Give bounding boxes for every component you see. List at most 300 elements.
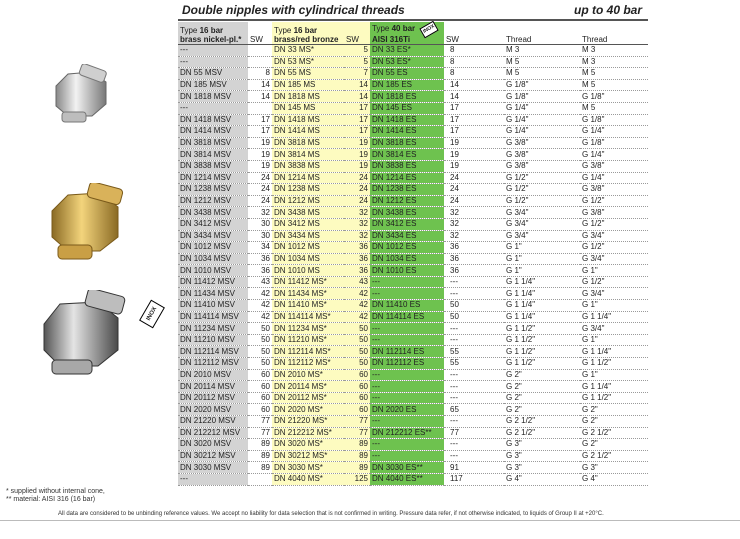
- table-cell: DN 1418 ES: [370, 114, 444, 126]
- table-cell: ---: [370, 439, 444, 451]
- table-cell: DN 1818 ES: [370, 91, 444, 103]
- table-cell: 17: [444, 114, 504, 126]
- table-cell: ---: [370, 416, 444, 428]
- table-cell: 14: [248, 79, 272, 91]
- table-cell: DN 1012 MSV: [178, 242, 248, 254]
- table-cell: DN 3818 MS: [272, 137, 344, 149]
- table-cell: G 4": [580, 473, 648, 485]
- table-cell: DN 21220 MS*: [272, 416, 344, 428]
- table-cell: DN 1034 MS: [272, 253, 344, 265]
- table-cell: 24: [344, 195, 370, 207]
- table-row: [178, 462, 648, 474]
- table-cell: DN 112114 MS*: [272, 346, 344, 358]
- table-cell: DN 1212 MS: [272, 195, 344, 207]
- table-cell: DN 2020 ES: [370, 404, 444, 416]
- table-cell: DN 114114 MSV: [178, 311, 248, 323]
- table-cell: ---: [370, 288, 444, 300]
- table-row: [178, 102, 648, 114]
- table-cell: DN 1238 ES: [370, 184, 444, 196]
- table-row: [178, 323, 648, 335]
- table-cell: DN 212212 MS*: [272, 427, 344, 439]
- table-cell: DN 1214 MS: [272, 172, 344, 184]
- table-cell: 32: [344, 207, 370, 219]
- table-cell: DN 112114 ES: [370, 346, 444, 358]
- table-cell: DN 21220 MSV: [178, 416, 248, 428]
- table-cell: G 1 1/2": [504, 334, 580, 346]
- table-cell: 17: [248, 114, 272, 126]
- table-cell: 77: [344, 427, 370, 439]
- table-cell: G 1/8": [580, 91, 648, 103]
- table-cell: 50: [248, 334, 272, 346]
- table-cell: 8: [444, 45, 504, 57]
- table-cell: G 2": [580, 416, 648, 428]
- table-cell: 24: [248, 172, 272, 184]
- table-cell: 36: [248, 253, 272, 265]
- table-cell: 19: [248, 149, 272, 161]
- table-cell: ---: [444, 334, 504, 346]
- table-cell: DN 3412 MS: [272, 218, 344, 230]
- double-nipples-table: [178, 22, 648, 486]
- table-cell: ---: [370, 450, 444, 462]
- table-cell: ---: [370, 334, 444, 346]
- table-cell: 19: [444, 160, 504, 172]
- table-row: [178, 195, 648, 207]
- table-row: [178, 114, 648, 126]
- table-cell: DN 1238 MSV: [178, 184, 248, 196]
- table-cell: DN 11434 MSV: [178, 288, 248, 300]
- table-cell: 36: [248, 265, 272, 277]
- header-sw-2: SW: [344, 22, 370, 45]
- table-cell: G 3/4": [580, 288, 648, 300]
- table-cell: 89: [344, 450, 370, 462]
- table-cell: 55: [444, 346, 504, 358]
- table-cell: G 3/4": [580, 253, 648, 265]
- table-cell: 5: [344, 45, 370, 57]
- table-cell: DN 3434 MS: [272, 230, 344, 242]
- table-cell: 32: [344, 218, 370, 230]
- table-cell: 89: [344, 462, 370, 474]
- table-cell: 36: [344, 253, 370, 265]
- table-cell: DN 33 ES*: [370, 45, 444, 57]
- table-cell: G 1 1/2": [504, 323, 580, 335]
- table-cell: G 1 1/4": [504, 276, 580, 288]
- table-cell: DN 3818 ES: [370, 137, 444, 149]
- table-cell: G 2 1/2": [580, 450, 648, 462]
- table-cell: M 5: [580, 102, 648, 114]
- table-cell: M 5: [580, 79, 648, 91]
- table-cell: 19: [248, 160, 272, 172]
- table-cell: 89: [248, 462, 272, 474]
- table-cell: G 3/8": [580, 184, 648, 196]
- table-cell: DN 30212 MSV: [178, 450, 248, 462]
- table-cell: DN 1414 ES: [370, 126, 444, 138]
- table-cell: DN 55 MSV: [178, 68, 248, 80]
- table-row: [178, 91, 648, 103]
- table-cell: 77: [344, 416, 370, 428]
- table-cell: 19: [344, 149, 370, 161]
- table-cell: G 3/8": [504, 160, 580, 172]
- table-cell: ---: [370, 392, 444, 404]
- table-cell: G 1/2": [580, 218, 648, 230]
- table-cell: G 2 1/2": [504, 427, 580, 439]
- table-cell: 60: [344, 369, 370, 381]
- table-cell: G 3/8": [580, 160, 648, 172]
- table-row: [178, 346, 648, 358]
- table-row: [178, 358, 648, 370]
- table-cell: G 3/4": [504, 207, 580, 219]
- table-cell: 17: [344, 126, 370, 138]
- table-cell: G 1/4": [504, 126, 580, 138]
- inox-badge-side: INOX: [139, 300, 165, 329]
- table-cell: G 3/4": [580, 230, 648, 242]
- table-cell: G 3": [504, 439, 580, 451]
- table-cell: 43: [248, 276, 272, 288]
- table-row: [178, 184, 648, 196]
- table-cell: 42: [344, 300, 370, 312]
- table-cell: 24: [444, 195, 504, 207]
- table-cell: DN 3814 MSV: [178, 149, 248, 161]
- table-cell: DN 114114 MS*: [272, 311, 344, 323]
- table-cell: 36: [444, 242, 504, 254]
- table-cell: 60: [344, 404, 370, 416]
- table-cell: 19: [344, 160, 370, 172]
- table-cell: G 3/8": [504, 137, 580, 149]
- inox-badge-header: INOX: [419, 21, 439, 39]
- table-cell: 50: [344, 358, 370, 370]
- table-cell: DN 20112 MSV: [178, 392, 248, 404]
- table-cell: DN 3030 MS*: [272, 462, 344, 474]
- table-row: [178, 404, 648, 416]
- table-cell: ---: [444, 288, 504, 300]
- table-cell: 24: [248, 184, 272, 196]
- table-cell: G 3/4": [580, 323, 648, 335]
- table-cell: ---: [178, 102, 248, 114]
- pressure-rating: up to 40 bar: [573, 3, 642, 17]
- table-cell: 19: [248, 137, 272, 149]
- table-cell: 36: [344, 242, 370, 254]
- table-cell: M 3: [580, 45, 648, 57]
- table-cell: G 1 1/2": [580, 358, 648, 370]
- table-cell: DN 11210 MS*: [272, 334, 344, 346]
- table-cell: 32: [248, 207, 272, 219]
- table-cell: DN 11210 MSV: [178, 334, 248, 346]
- table-cell: 91: [444, 462, 504, 474]
- header-brass: Type 16 bar brass/red bronze: [272, 22, 344, 45]
- table-cell: M 3: [580, 56, 648, 68]
- table-cell: 34: [248, 242, 272, 254]
- table-cell: G 1/4": [504, 102, 580, 114]
- table-cell: DN 20114 MSV: [178, 381, 248, 393]
- table-cell: M 5: [504, 68, 580, 80]
- table-cell: DN 11410 ES: [370, 300, 444, 312]
- table-cell: 17: [248, 126, 272, 138]
- table-cell: G 1 1/2": [504, 358, 580, 370]
- header-sw-3: SW: [444, 22, 504, 45]
- table-cell: DN 3838 MS: [272, 160, 344, 172]
- table-cell: ---: [444, 276, 504, 288]
- table-cell: 24: [444, 184, 504, 196]
- table-cell: DN 212212 ES**: [370, 427, 444, 439]
- table-cell: DN 2010 MS*: [272, 369, 344, 381]
- table-cell: 19: [444, 137, 504, 149]
- table-cell: DN 11412 MS*: [272, 276, 344, 288]
- table-cell: 89: [248, 450, 272, 462]
- table-cell: 50: [248, 358, 272, 370]
- table-cell: DN 1010 ES: [370, 265, 444, 277]
- table-cell: G 2 1/2": [504, 416, 580, 428]
- table-cell: DN 114114 ES: [370, 311, 444, 323]
- table-cell: DN 1212 ES: [370, 195, 444, 207]
- table-cell: 42: [248, 300, 272, 312]
- table-cell: DN 1818 MSV: [178, 91, 248, 103]
- table-cell: 36: [444, 265, 504, 277]
- table-cell: DN 3438 MS: [272, 207, 344, 219]
- table-cell: 125: [344, 473, 370, 485]
- table-cell: DN 1010 MSV: [178, 265, 248, 277]
- table-cell: M 5: [504, 56, 580, 68]
- table-cell: DN 112114 MSV: [178, 346, 248, 358]
- table-cell: G 3/8": [504, 149, 580, 161]
- table-cell: G 1 1/4": [504, 300, 580, 312]
- table-cell: DN 3412 ES: [370, 218, 444, 230]
- table-cell: 42: [248, 311, 272, 323]
- table-cell: 17: [444, 102, 504, 114]
- table-cell: G 1": [580, 300, 648, 312]
- table-title-bar: [178, 1, 648, 21]
- table-cell: [248, 473, 272, 485]
- table-cell: 17: [444, 126, 504, 138]
- table-cell: DN 55 ES: [370, 68, 444, 80]
- table-cell: 42: [344, 311, 370, 323]
- table-cell: 32: [344, 230, 370, 242]
- table-row: [178, 450, 648, 462]
- table-cell: 50: [248, 323, 272, 335]
- table-cell: DN 1034 ES: [370, 253, 444, 265]
- nickel-nipple-image: [50, 64, 120, 126]
- table-cell: DN 11410 MS*: [272, 300, 344, 312]
- table-cell: G 2": [504, 404, 580, 416]
- table-cell: 17: [344, 102, 370, 114]
- table-cell: G 2 1/2": [580, 427, 648, 439]
- table-cell: 14: [344, 79, 370, 91]
- table-cell: 60: [344, 392, 370, 404]
- table-cell: G 3/4": [504, 218, 580, 230]
- table-row: [178, 381, 648, 393]
- table-cell: G 3": [504, 462, 580, 474]
- table-cell: ---: [444, 450, 504, 462]
- table-cell: DN 1414 MS: [272, 126, 344, 138]
- table-row: [178, 218, 648, 230]
- table-row: [178, 253, 648, 265]
- table-cell: G 1/8": [504, 79, 580, 91]
- table-cell: DN 3412 MSV: [178, 218, 248, 230]
- table-row: [178, 334, 648, 346]
- table-cell: 17: [344, 114, 370, 126]
- table-row: [178, 427, 648, 439]
- table-cell: G 2": [580, 439, 648, 451]
- table-cell: DN 20114 MS*: [272, 381, 344, 393]
- table-cell: 14: [344, 91, 370, 103]
- table-cell: DN 3434 ES: [370, 230, 444, 242]
- table-cell: 60: [248, 381, 272, 393]
- table-cell: DN 1418 MS: [272, 114, 344, 126]
- table-row: [178, 79, 648, 91]
- table-cell: 36: [444, 253, 504, 265]
- table-cell: DN 4040 MS*: [272, 473, 344, 485]
- table-cell: DN 1214 ES: [370, 172, 444, 184]
- table-cell: DN 3814 ES: [370, 149, 444, 161]
- table-cell: 50: [248, 346, 272, 358]
- table-cell: DN 1212 MSV: [178, 195, 248, 207]
- table-row: [178, 45, 648, 57]
- table-cell: G 1 1/4": [504, 311, 580, 323]
- table-cell: 8: [248, 68, 272, 80]
- table-cell: G 1/2": [504, 195, 580, 207]
- footnote-2: ** material: AISI 316 (16 bar): [6, 496, 96, 503]
- table-cell: DN 145 ES: [370, 102, 444, 114]
- table-cell: G 1": [504, 265, 580, 277]
- footnotes: [6, 488, 105, 504]
- table-cell: G 1 1/4": [580, 381, 648, 393]
- table-cell: 65: [444, 404, 504, 416]
- table-cell: 14: [444, 91, 504, 103]
- table-row: [178, 416, 648, 428]
- table-cell: DN 3438 ES: [370, 207, 444, 219]
- table-cell: G 1/4": [580, 126, 648, 138]
- table-cell: DN 1012 MS: [272, 242, 344, 254]
- table-cell: 55: [444, 358, 504, 370]
- table-cell: G 1": [580, 334, 648, 346]
- table-cell: [248, 102, 272, 114]
- table-row: [178, 392, 648, 404]
- table-cell: ---: [178, 56, 248, 68]
- table-cell: 89: [344, 439, 370, 451]
- table-cell: DN 3030 MSV: [178, 462, 248, 474]
- table-cell: G 1/8": [504, 91, 580, 103]
- table-cell: DN 2010 MSV: [178, 369, 248, 381]
- table-row: [178, 126, 648, 138]
- table-cell: G 2": [504, 369, 580, 381]
- table-cell: ---: [444, 392, 504, 404]
- table-row: [178, 276, 648, 288]
- table-cell: ---: [444, 369, 504, 381]
- table-cell: 32: [444, 230, 504, 242]
- table-cell: G 1/8": [580, 137, 648, 149]
- table-cell: ---: [444, 416, 504, 428]
- table-cell: DN 3434 MSV: [178, 230, 248, 242]
- table-cell: DN 185 ES: [370, 79, 444, 91]
- table-cell: ---: [370, 381, 444, 393]
- table-cell: 60: [344, 381, 370, 393]
- table-cell: 117: [444, 473, 504, 485]
- table-cell: DN 20112 MS*: [272, 392, 344, 404]
- table-cell: DN 1414 MSV: [178, 126, 248, 138]
- table-cell: 30: [248, 218, 272, 230]
- table-cell: DN 185 MS: [272, 79, 344, 91]
- table-cell: 24: [344, 184, 370, 196]
- table-cell: G 1/4": [580, 149, 648, 161]
- header-thread-2: Thread: [580, 22, 648, 45]
- table-row: [178, 172, 648, 184]
- table-cell: G 1/2": [504, 172, 580, 184]
- table-cell: ---: [444, 381, 504, 393]
- table-cell: 77: [248, 427, 272, 439]
- table-cell: ---: [370, 323, 444, 335]
- table-cell: DN 1238 MS: [272, 184, 344, 196]
- table-cell: 5: [344, 56, 370, 68]
- table-cell: 24: [444, 172, 504, 184]
- table-cell: DN 11410 MSV: [178, 300, 248, 312]
- table-cell: G 1": [504, 253, 580, 265]
- table-cell: G 1/4": [504, 114, 580, 126]
- table-cell: 8: [444, 56, 504, 68]
- table-cell: 14: [248, 91, 272, 103]
- table-row: [178, 68, 648, 80]
- table-cell: DN 11234 MS*: [272, 323, 344, 335]
- table-cell: 42: [248, 288, 272, 300]
- table-cell: DN 3814 MS: [272, 149, 344, 161]
- table-cell: G 1 1/4": [580, 311, 648, 323]
- table-cell: G 1/2": [580, 276, 648, 288]
- table-cell: DN 55 MS: [272, 68, 344, 80]
- header-thread-1: Thread: [504, 22, 580, 45]
- table-cell: G 1 1/2": [504, 346, 580, 358]
- table-row: [178, 311, 648, 323]
- table-row: [178, 288, 648, 300]
- table-row: [178, 207, 648, 219]
- header-sw-1: SW: [248, 22, 272, 45]
- table-cell: DN 145 MS: [272, 102, 344, 114]
- table-cell: 32: [444, 207, 504, 219]
- table-cell: DN 112112 ES: [370, 358, 444, 370]
- table-cell: 36: [344, 265, 370, 277]
- table-cell: ---: [178, 473, 248, 485]
- table-cell: DN 11412 MSV: [178, 276, 248, 288]
- table-cell: 32: [444, 218, 504, 230]
- table-cell: G 2": [504, 381, 580, 393]
- table-cell: DN 1010 MS: [272, 265, 344, 277]
- table-header-row: [178, 22, 648, 45]
- table-cell: DN 53 ES*: [370, 56, 444, 68]
- table-cell: 14: [444, 79, 504, 91]
- table-cell: DN 3438 MSV: [178, 207, 248, 219]
- table-cell: ---: [444, 323, 504, 335]
- table-cell: 60: [248, 369, 272, 381]
- table-row: [178, 230, 648, 242]
- table-cell: DN 3020 MSV: [178, 439, 248, 451]
- table-cell: [248, 45, 272, 57]
- table-cell: DN 3020 MS*: [272, 439, 344, 451]
- table-cell: 60: [248, 392, 272, 404]
- table-cell: G 3": [504, 450, 580, 462]
- table-cell: 24: [344, 172, 370, 184]
- table-row: [178, 369, 648, 381]
- table-cell: G 4": [504, 473, 580, 485]
- table-cell: G 1/2": [580, 195, 648, 207]
- table-cell: G 1/2": [580, 242, 648, 254]
- table-cell: 43: [344, 276, 370, 288]
- table-cell: [248, 56, 272, 68]
- table-title: Double nipples with cylindrical threads: [182, 3, 405, 17]
- table-cell: DN 11434 MS*: [272, 288, 344, 300]
- table-row: [178, 300, 648, 312]
- table-cell: ---: [444, 439, 504, 451]
- table-row: [178, 473, 648, 485]
- table-cell: G 1/8": [580, 114, 648, 126]
- table-cell: 50: [344, 323, 370, 335]
- table-cell: G 1": [580, 369, 648, 381]
- table-cell: G 3": [580, 462, 648, 474]
